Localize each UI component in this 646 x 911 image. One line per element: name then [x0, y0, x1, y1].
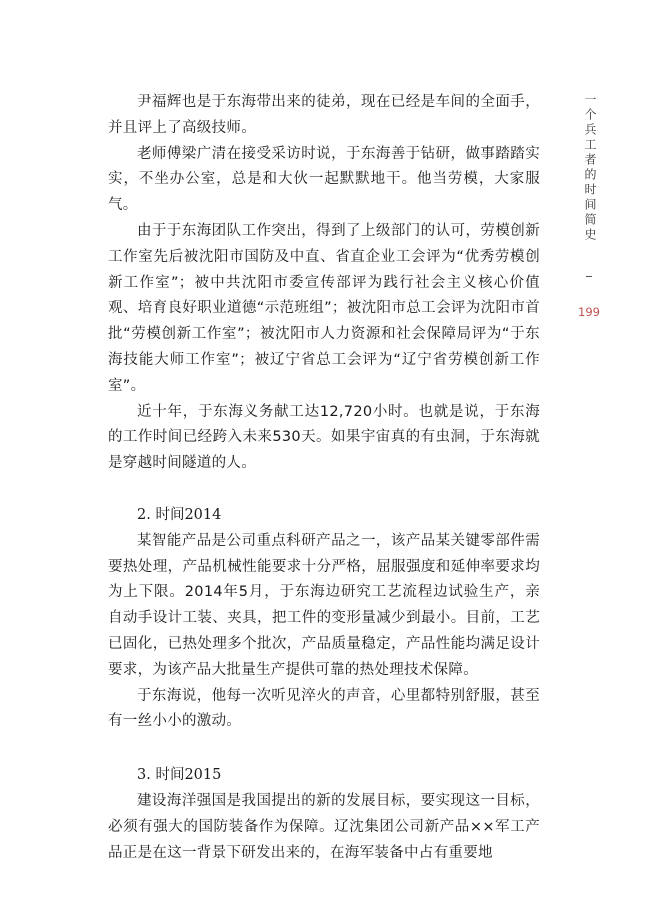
section-heading: 3. 时间2015: [137, 767, 222, 784]
paragraph: 建设海洋强国是我国提出的新的发展目标，要实现这一目标，必须有强大的国防装备作为保障。辽沈集团公司新产品××军工产品正是在这一背景下研发出来的，在海军装备中占有重要地: [108, 792, 540, 861]
paragraph: 由于于东海团队工作突出，得到了上级部门的认可，劳模创新工作室先后被沈阳市国防及中直、省直企业工会评为“优秀劳模创新工作室”；被中共沈阳市委宣传部评为践行社会主义核心价值观、培育良好职业道德“示范班组”；被沈阳市总工会评为沈阳市首批“劳模创新工作室”；被沈阳市人力资源和社会保障局评为“于东海技能大师工作室”；被辽宁省总工会评为“辽宁省劳模创新工作室”。: [108, 222, 540, 394]
paragraph: 某智能产品是公司重点科研产品之一，该产品某关键零部件需要热处理，产品机械性能要求十分严格，屈服强度和延伸率要求均为上下限。2014年5月，于东海边研究工艺流程边试验生产，亲自动手设计工装、夹具，把工件的变形量减少到最小。目前，工艺已固化，已热处理多个批次，产品质量稳定，产品性能均满足设计要求，为该产品大批量生产提供可靠的热处理技术保障。: [108, 532, 540, 678]
paragraph: 近十年，于东海义务献工达12,720小时。也就是说，于东海的工作时间已经跨入未来530天。如果宇宙真的有虫洞，于东海就是穿越时间隧道的人。: [108, 403, 540, 472]
side-divider: [586, 276, 592, 277]
body-text: [108, 90, 540, 866]
paragraph: 老师傅梁广清在接受采访时说，于东海善于钻研，做事踏踏实实，不坐办公室，总是和大伙一起默默地干。他当劳模，大家服气。: [108, 145, 540, 214]
page-number: 199: [578, 305, 600, 319]
section-spacer: [108, 477, 540, 503]
running-book-title: 一个兵工者的时间简史: [583, 93, 597, 243]
paragraph: 尹福辉也是于东海带出来的徒弟，现在已经是车间的全面手，并且评上了高级技师。: [108, 94, 540, 136]
section-heading: 2. 时间2014: [137, 506, 222, 523]
section-spacer: [108, 735, 540, 763]
paragraph: 于东海说，他每一次听见淬火的声音，心里都特别舒服，甚至有一丝小小的激动。: [108, 687, 540, 730]
